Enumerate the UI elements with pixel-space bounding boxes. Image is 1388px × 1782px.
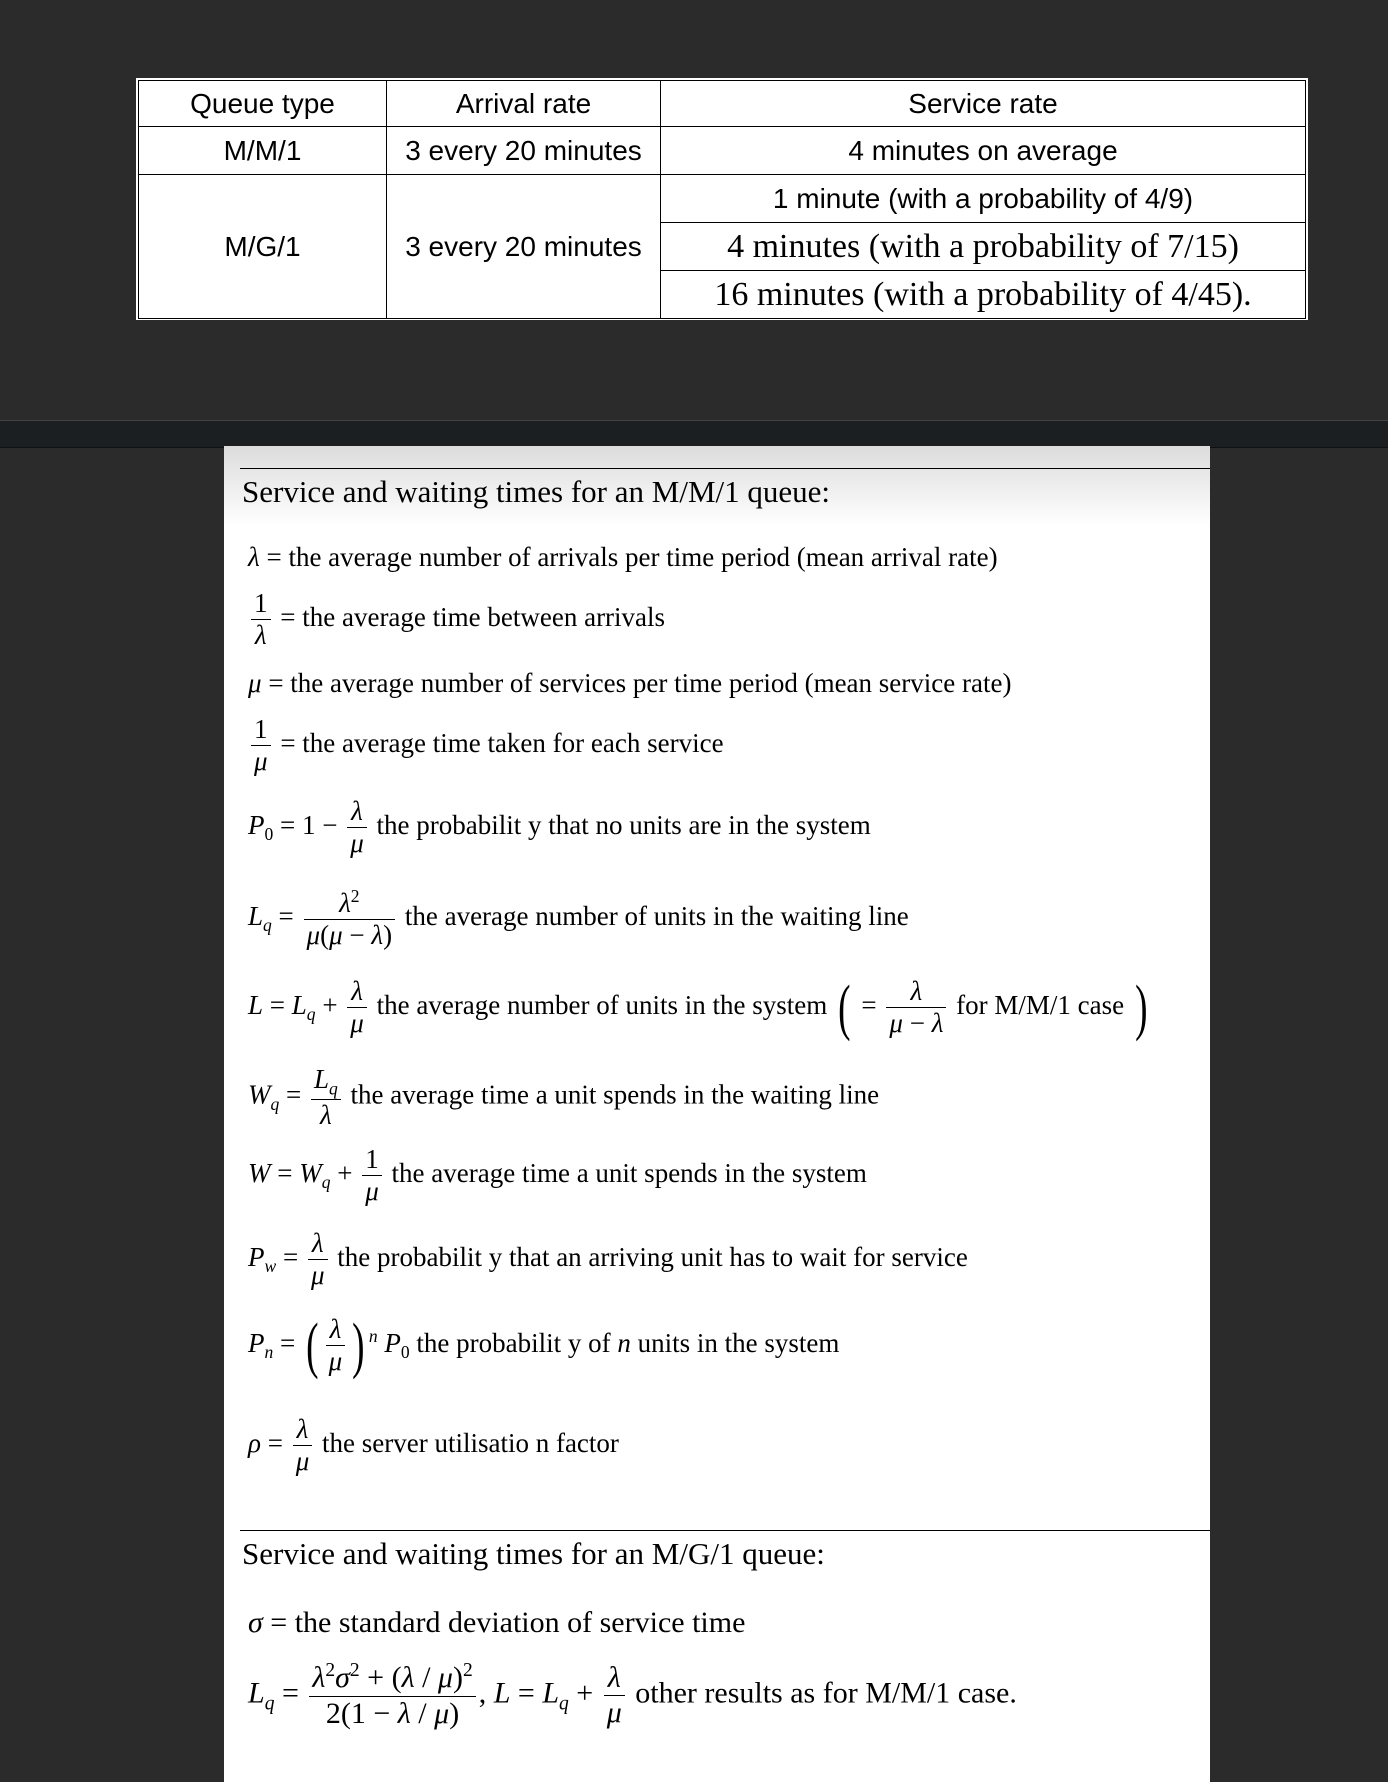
sigma-definition: σ = the standard deviation of service time — [248, 1606, 746, 1639]
formula-document — [224, 446, 1210, 1782]
pw-formula: $P_w$ = $\frac{\lambda}{\mu}$ the probabilit y that an arriving unit has to wait for service — [248, 1228, 968, 1291]
queue-table — [136, 78, 1308, 320]
mg1-type: M/G/1 — [139, 175, 387, 319]
l-formula: $L = L_q$ + $\frac{\lambda}{\mu}$ the average number of units in the system ( = $\frac{\lambda}{\mu - \lambda}$ for M/M/1 case ) — [248, 973, 1148, 1042]
wq-formula: $W_q$ = $\frac{L_q}{\lambda}$ the average time a unit spends in the waiting line — [248, 1064, 880, 1130]
top-rule — [240, 468, 1210, 469]
mg1-service-1: 1 minute (with a probability of 4/9) — [661, 175, 1306, 223]
section-rule — [240, 1530, 1210, 1531]
pn-formula: $P_n$ = ( $\frac{\lambda}{\mu}$ ) $^n$ $P_0$ the probabilit y of n units in the system — [248, 1311, 840, 1380]
p0-formula: $P_0 = 1$ − $\frac{\lambda}{\mu}$ the probabilit y that no units are in the system — [248, 796, 871, 859]
window-divider — [0, 420, 1388, 448]
mg1-section-title: Service and waiting times for an M/G/1 queue: — [242, 1536, 825, 1571]
header-arrival-rate: Arrival rate — [387, 81, 661, 127]
mg1-lq-formula: $L_q$ = $\frac{\lambda^2\sigma^2 + (\lambda / \mu)^2}{2(1 - \lambda / \mu)}$ , $L = L_q$ + $\frac{\lambda}{\mu}$ other results as for M/M/1 case. — [248, 1660, 1017, 1730]
lq-formula: $L_q$ = $\frac{\lambda^2}{\mu(\mu - \lambda)}$ the average number of units in the waiting line — [248, 886, 909, 951]
mm1-service: 4 minutes on average — [661, 127, 1306, 175]
inverse-lambda-definition: $\frac{1}{\lambda}$ = the average time between arrivals — [248, 588, 665, 651]
header-queue-type: Queue type — [139, 81, 387, 127]
inverse-mu-definition: $\frac{1}{\mu}$ = the average time taken for each service — [248, 714, 724, 777]
mm1-section-title: Service and waiting times for an M/M/1 queue: — [242, 474, 831, 509]
mu-definition: μ = the average number of services per time period (mean service rate) — [248, 668, 1012, 698]
mg1-service-2: 4 minutes (with a probability of 7/15) — [661, 223, 1306, 271]
mm1-arrival: 3 every 20 minutes — [387, 127, 661, 175]
rho-formula: ρ = $\frac{\lambda}{\mu}$ the server utilisatio n factor — [248, 1414, 619, 1477]
header-service-rate: Service rate — [661, 81, 1306, 127]
lambda-definition: λ = the average number of arrivals per time period (mean arrival rate) — [248, 542, 998, 572]
mg1-arrival: 3 every 20 minutes — [387, 175, 661, 319]
mm1-type: M/M/1 — [139, 127, 387, 175]
mg1-service-3: 16 minutes (with a probability of 4/45). — [661, 271, 1306, 319]
w-formula: $W = W_q$ + $\frac{1}{\mu}$ the average time a unit spends in the system — [248, 1144, 867, 1207]
